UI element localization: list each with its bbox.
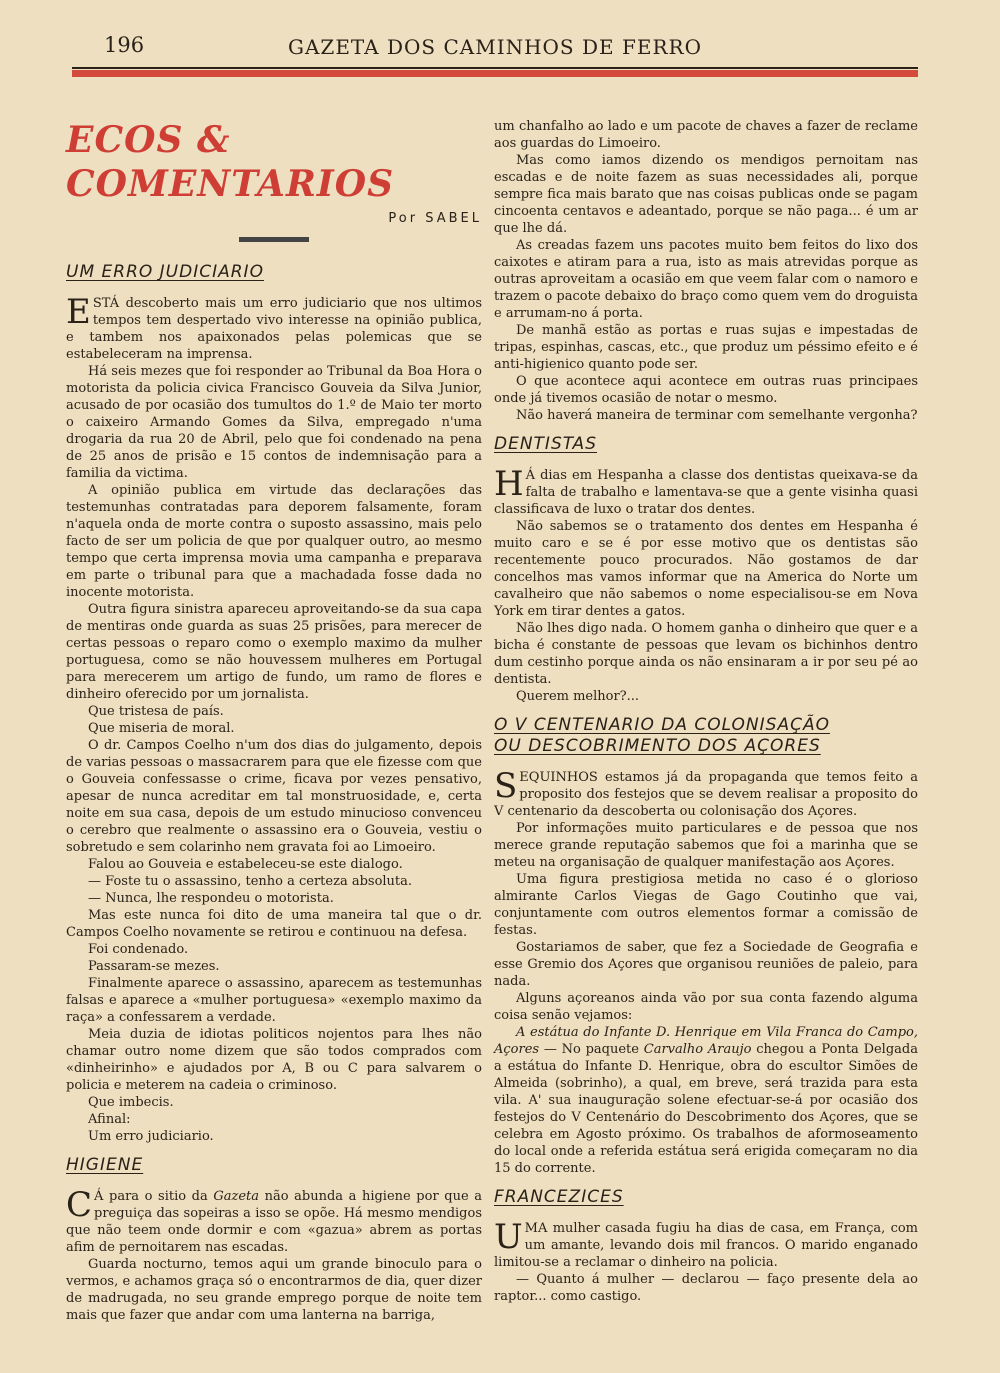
lead-text: dias em Hespanha a classe dos dentistas queixava-se da falta de trabalho e lamentava-se que a gente visinha quasi classificava de luxo o tratar dos dentes. (494, 468, 918, 517)
paragraph: Por informações muito particulares e de pessoa que nos merece grande reputação sabemos que foi a marinha que se meteu na organisação de qualquer manifestação aos Açores. (494, 821, 918, 870)
paragraph: O dr. Campos Coelho n'um dos dias do julgamento, depois de varias pessoas o massacrarem para que ele fizesse com que o Gouveia confessasse o crime, ficava por vezes pensativo, apesar de nunca acreditar em tal monstruosidade, e, certa noite em sua casa, depois de um estudo minucioso convenceu o cerebro que realmente o assassino era o Gouveia, vestiu o sobretudo e sem colarinho nem gravata foi ao Limoeiro. (66, 738, 482, 855)
paragraph: Alguns açoreanos ainda vão por sua conta fazendo alguma coisa senão vejamos: (494, 991, 918, 1023)
paragraph: Gostariamos de saber, que fez a Sociedade de Geografia e esse Gremio dos Açores que organisou reuniões de paleio, para nada. (494, 940, 918, 989)
article-title: ECOS & COMENTARIOS (66, 119, 395, 205)
paragraph-quote (494, 1024, 918, 1177)
header-red-band (72, 70, 918, 77)
lead-text: estamos já da propaganda que temos feito a proposito dos festejos que se devem realisar a proposito do V centenario da descoberta ou colonisação dos Açores. (494, 770, 918, 819)
paragraph: — Foste tu o assassino, tenho a certeza absoluta. (88, 874, 413, 889)
section-heading-higiene: HIGIENE (66, 1155, 144, 1175)
section-heading-centenario-2: OU DESCOBRIMENTO DOS AÇORES (494, 736, 821, 756)
paragraph: Afinal: (88, 1112, 131, 1127)
lead-caps: Á (94, 1189, 104, 1204)
lead-caps: EQUINHOS (519, 770, 598, 785)
running-head (70, 33, 920, 63)
section-heading-erro: UM ERRO JUDICIARIO (66, 262, 264, 282)
francezices-body (494, 1271, 918, 1305)
page-number: 196 (104, 33, 145, 57)
right-column (494, 118, 918, 1305)
paragraph: Não haverá maneira de terminar com semelhante vergonha? (516, 408, 918, 423)
journal-title: GAZETA DOS CAMINHOS DE FERRO (288, 35, 702, 59)
lead-text: descoberto mais um erro judiciario que nos ultimos tempos tem despertado vivo interesse na opinião publica, e tambem nos apaixonados pelas polemicas que se estabeleceram na imprensa. (66, 296, 482, 362)
paragraph: — Nunca, lhe respondeu o motorista. (88, 891, 334, 906)
drop-cap: C (66, 1185, 93, 1225)
dentistas-body (494, 518, 918, 705)
lead-text: mulher casada fugiu ha dias de casa, em França, com um amante, levando dois mil francos. O marido enganado limitou-se a reclamar o dinheiro na policia. (494, 1221, 918, 1270)
drop-cap: E (66, 292, 91, 332)
left-column (66, 118, 482, 1324)
lead-caps: MA (524, 1221, 548, 1236)
paragraph: Que imbecis. (88, 1095, 174, 1110)
section-heading-centenario-1: O V CENTENARIO DA COLONISAÇÃO (494, 715, 830, 735)
paragraph (494, 766, 918, 820)
lead-italic: Gazeta (213, 1189, 259, 1204)
drop-cap: S (494, 766, 518, 806)
lead-text: não abunda a higiene por que a preguiça das sopeiras a isso se opõe. Há mesmo mendigos que não teem onde dormir e com «gazua» abrem as portas afim de pernoitarem nas escadas. (66, 1189, 482, 1255)
centenario-body (494, 820, 918, 1024)
paragraph: Não sabemos se o tratamento dos dentes em Hespanha é muito caro e se é por esse motivo que os dentistas são recentemente pouco procurados. Não gostamos de dar concelhos mas vamos informar que na America do Norte um cavalheiro que não sabemos o nome especialisou-se em Nova York em tirar dentes a gatos. (494, 519, 918, 619)
paragraph: De manhã estão as portas e ruas sujas e impestadas de tripas, espinhas, cascas, etc., que produz um péssimo efeito e é anti-higienico quanto pode ser. (494, 323, 918, 372)
quote-text: chegou a Ponta Delgada a estátua do Infante D. Henrique, obra do escultor Simões de Almeida (sobrinho), a qual, em breve, será trazida para esta vila. A' sua inauguração solene efectuar-se-á por ocasião dos festejos do V Centenário do Descobrimento dos Açores, que se celebra em Agosto próximo. Os trabalhos de aformoseamento do local onde a referida estátua será erigida começaram no dia 15 do corrente. (494, 1042, 918, 1176)
paragraph-continuation: um chanfalho ao lado e um pacote de chaves a fazer de reclame aos guardas do Limoeiro. (494, 119, 918, 151)
paragraph (66, 1185, 482, 1256)
paragraph: Um erro judiciario. (88, 1129, 214, 1144)
erro-body (66, 363, 482, 1145)
paragraph (494, 464, 918, 518)
drop-cap: H (494, 464, 524, 504)
paragraph (494, 1217, 918, 1271)
section-heading-francezices: FRANCEZICES (494, 1187, 624, 1207)
header-rule (72, 67, 918, 69)
paragraph: — Quanto á mulher — declarou — faço presente dela ao raptor... como castigo. (494, 1272, 918, 1304)
quote-italic: A estátua do Infante D. Henrique em Vila Franca do Campo, Açores (494, 1025, 918, 1057)
paragraph: Foi condenado. (88, 942, 189, 957)
lead-text: para o sitio da (103, 1189, 214, 1204)
paragraph: Mas como iamos dizendo os mendigos pernoitam nas escadas e de noite fazem as suas necessidades ali, porque sempre fica mais barato que nas coisas publicas onde se pagam cincoenta centavos e adeantado, porque se não paga... é um ar que lhe dá. (494, 153, 918, 236)
paragraph: Há seis mezes que foi responder ao Tribunal da Boa Hora o motorista da policia civica Francisco Gouveia da Silva Junior, acusado de por ocasião dos tumultos do 1.º de Maio ter morto o caixeiro Armando Gomes da Silva, empregado n'uma drogaria da rua 20 de Abril, pelo que foi condenado na pena de 25 anos de prisão e 15 contos de indemnisação para a familia da victima. (66, 364, 482, 481)
ship-name: Carvalho Araujo (643, 1042, 752, 1057)
paragraph: Outra figura sinistra apareceu aproveitando-se da sua capa de mentiras onde guarda as suas 25 prisões, para merecer de certas pessoas o reparo como o exemplo maximo da mulher portuguesa, como se não houvessem mulheres em Portugal para merecerem um artigo de fundo, um ramo de flores e dinheiro oferecido por um jornalista. (66, 602, 482, 702)
section-heading-dentistas: DENTISTAS (494, 434, 597, 454)
paragraph (66, 292, 482, 363)
paragraph: A opinião publica em virtude das declarações das testemunhas contratadas para deporem falsamente, foram n'aquela onda de morte contra o suposto assassino, mais pelo facto de ser um policia de que por qualquer outro, ao mesmo tempo que certa imprensa movia uma campanha e preparava em parte o tribunal para que a machadada fosse dada no inocente motorista. (66, 483, 482, 600)
paragraph: Que miseria de moral. (88, 721, 235, 736)
paragraph: Uma figura prestigiosa metida no caso é o glorioso almirante Carlos Viegas de Gago Coutinho que vai, conjuntamente com outros elementos formar a comissão de festas. (494, 872, 918, 938)
higiene-body (494, 152, 918, 424)
paragraph: Mas este nunca foi dito de uma maneira tal que o dr. Campos Coelho novamente se retirou e continuou na defesa. (66, 908, 482, 940)
lead-caps: Á (525, 468, 536, 483)
paragraph: As creadas fazem uns pacotes muito bem feitos do lixo dos caixotes e atiram para a rua, isto as mais atrevidas porque as outras aproveitam a ocasião em que veem falar com o namoro e trazem o pacote debaixo do braço como quem vem do droguista e arrumam-no á porta. (494, 238, 918, 321)
quote-text: — No paquete (539, 1042, 644, 1057)
title-divider (239, 237, 309, 242)
drop-cap: U (494, 1217, 523, 1257)
paragraph: O que acontece aqui acontece em outras ruas principaes onde já tivemos ocasião de notar o mesmo. (494, 374, 918, 406)
lead-caps: STÁ (92, 296, 120, 311)
paragraph: Passaram-se mezes. (88, 959, 220, 974)
paragraph: Meia duzia de idiotas politicos nojentos para lhes não chamar outro nome dizem que são todos comprados com «dinheirinho» e ajudados por A, B ou C para salvarem o policia e meterem na cadeia o criminoso. (66, 1027, 482, 1093)
paragraph: Querem melhor?... (516, 689, 640, 704)
paragraph: Finalmente aparece o assassino, aparecem as testemunhas falsas e aparece a «mulher portuguesa» «exemplo maximo da raça» a confessarem a verdade. (66, 976, 482, 1025)
byline: Por SABEL (388, 211, 482, 226)
paragraph: Não lhes digo nada. O homem ganha o dinheiro que quer e a bicha é constante de pessoas que levam os bichinhos dentro dum cestinho porque ainda os não ensinaram a ir por seu pé ao dentista. (494, 621, 918, 687)
paragraph: Guarda nocturno, temos aqui um grande binoculo para o vermos, e achamos graça só o encontrarmos de dia, quer dizer de madrugada, no seu grande emprego porque de noite tem mais que fazer que andar com uma lanterna na barriga, (66, 1257, 482, 1323)
paragraph: Que tristesa de país. (88, 704, 224, 719)
paragraph: Falou ao Gouveia e estabeleceu-se este dialogo. (88, 857, 403, 872)
